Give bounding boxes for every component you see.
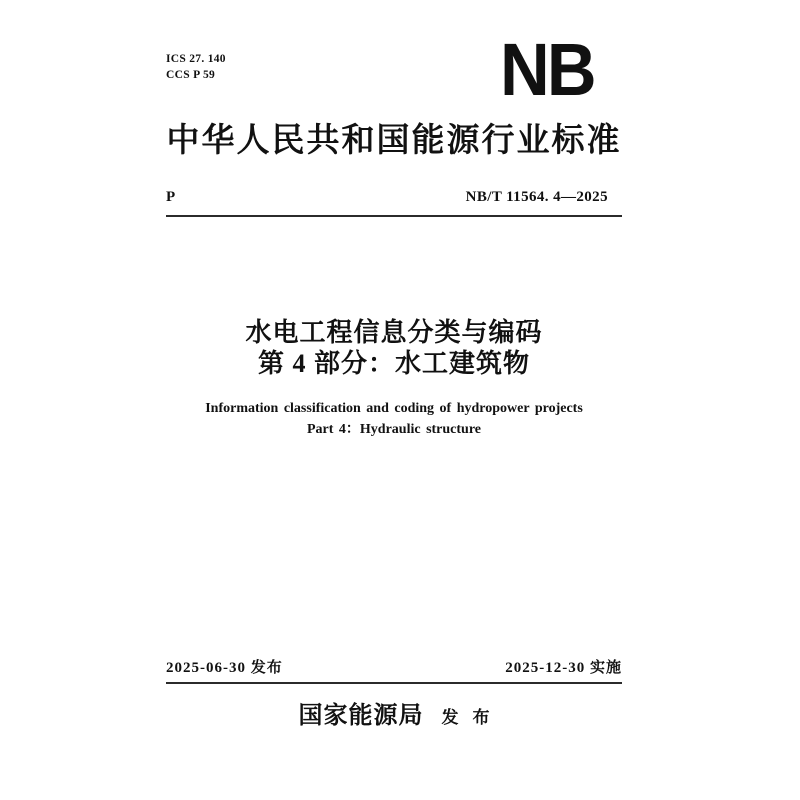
dates-row [166, 658, 622, 678]
issuer-row [166, 700, 622, 734]
ics-code: ICS 27. 140 [166, 53, 226, 65]
top-divider-rule [166, 215, 622, 217]
en-title-line1: Information classification and coding of hydropower projects [205, 401, 583, 416]
issue-date: 2025-06-30 发布 [166, 660, 283, 676]
issue-verb: 发布 [441, 708, 504, 727]
zh-title-line2: 第 4 部分：水工建筑物 [257, 349, 530, 378]
classification-codes [166, 51, 226, 83]
bottom-divider-rule [166, 682, 622, 684]
chinese-title-block [166, 317, 622, 379]
document-class-row [166, 187, 622, 207]
issuer-name: 国家能源局 [298, 703, 424, 729]
implement-date: 2025-12-30 实施 [505, 660, 622, 676]
english-title-block [166, 398, 622, 440]
nb-logo: NB [500, 28, 594, 111]
standard-type-title: 中华人民共和国能源行业标准 [166, 123, 622, 159]
en-title-line2: Part 4：Hydraulic structure [306, 422, 482, 437]
standard-number: NB/T 11564. 4—2025 [465, 189, 608, 205]
ccs-code: CCS P 59 [166, 69, 216, 81]
doc-class-code: P [166, 189, 176, 205]
zh-title-line1: 水电工程信息分类与编码 [245, 318, 543, 347]
